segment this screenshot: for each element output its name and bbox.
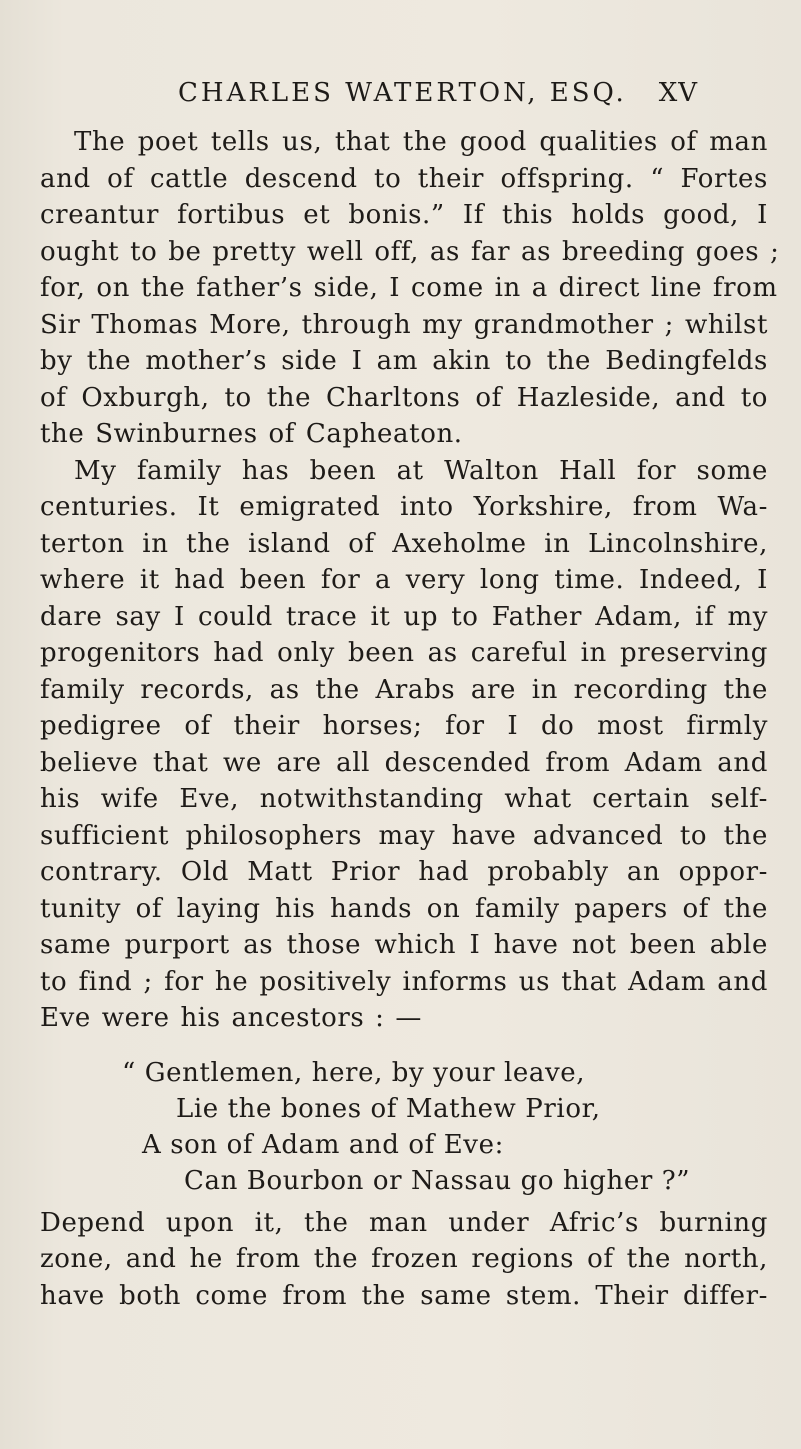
text-line: centuries. It emigrated into Yorkshire, from Wa-: [40, 492, 768, 522]
text-line: where it had been for a very long time. Indeed, I: [40, 565, 768, 595]
text-line: family records, as the Arabs are in recording the: [40, 674, 768, 705]
text-line: progenitors had only been as careful in preserving: [40, 638, 768, 668]
text-line: have both come from the same stem. Their differ-: [40, 1280, 768, 1311]
text-line: The poet tells us, that the good qualities of man: [74, 127, 768, 157]
text-line: sufficient philosophers may have advanced to the: [40, 820, 768, 851]
verse-line: A son of Adam and of Eve:: [142, 1129, 504, 1160]
text-line: believe that we are all descended from Adam and: [40, 747, 768, 778]
text-line: his wife Eve, notwithstanding what certain self-: [40, 784, 768, 814]
text-line: for, on the father’s side, I come in a direct line from: [40, 273, 778, 303]
text-line: terton in the island of Axeholme in Lincolnshire,: [40, 528, 768, 559]
text-line: contrary. Old Matt Prior had probably an oppor-: [40, 857, 768, 887]
running-head: [178, 78, 698, 112]
verse-line: Lie the bones of Mathew Prior,: [176, 1093, 601, 1124]
text-line: the Swinburnes of Capheaton.: [40, 419, 463, 449]
text-line: to find ; for he positively informs us that Adam and: [40, 966, 768, 997]
page-number: XV: [658, 78, 698, 108]
text-line: pedigree of their horses; for I do most firmly: [40, 711, 768, 741]
text-line: My family has been at Walton Hall for some: [74, 455, 768, 486]
text-line: creantur fortibus et bonis.” If this holds good, I: [40, 200, 768, 230]
text-line: ought to be pretty well off, as far as breeding goes ;: [40, 236, 780, 267]
text-line: Eve were his ancestors : —: [40, 1003, 423, 1033]
text-line: tunity of laying his hands on family papers of the: [40, 893, 768, 924]
text-line: by the mother’s side I am akin to the Bedingfelds: [40, 346, 768, 376]
text-line: dare say I could trace it up to Father Adam, if my: [40, 601, 768, 632]
text-line: of Oxburgh, to the Charltons of Hazleside, and to: [40, 382, 768, 413]
text-line: Depend upon it, the man under Afric’s burning: [40, 1207, 768, 1238]
text-line: Sir Thomas More, through my grandmother ; whilst: [40, 309, 768, 340]
text-line: same purport as those which I have not been able: [40, 930, 768, 960]
running-head-title: CHARLES WATERTON, ESQ.: [178, 78, 627, 108]
text-line: zone, and he from the frozen regions of the north,: [40, 1244, 768, 1274]
text-line: and of cattle descend to their offspring. “ Fortes: [40, 163, 768, 194]
verse-line: Can Bourbon or Nassau go higher ?”: [184, 1165, 691, 1196]
body-text: [40, 124, 780, 1314]
verse-line: “ Gentlemen, here, by your leave,: [122, 1057, 586, 1088]
